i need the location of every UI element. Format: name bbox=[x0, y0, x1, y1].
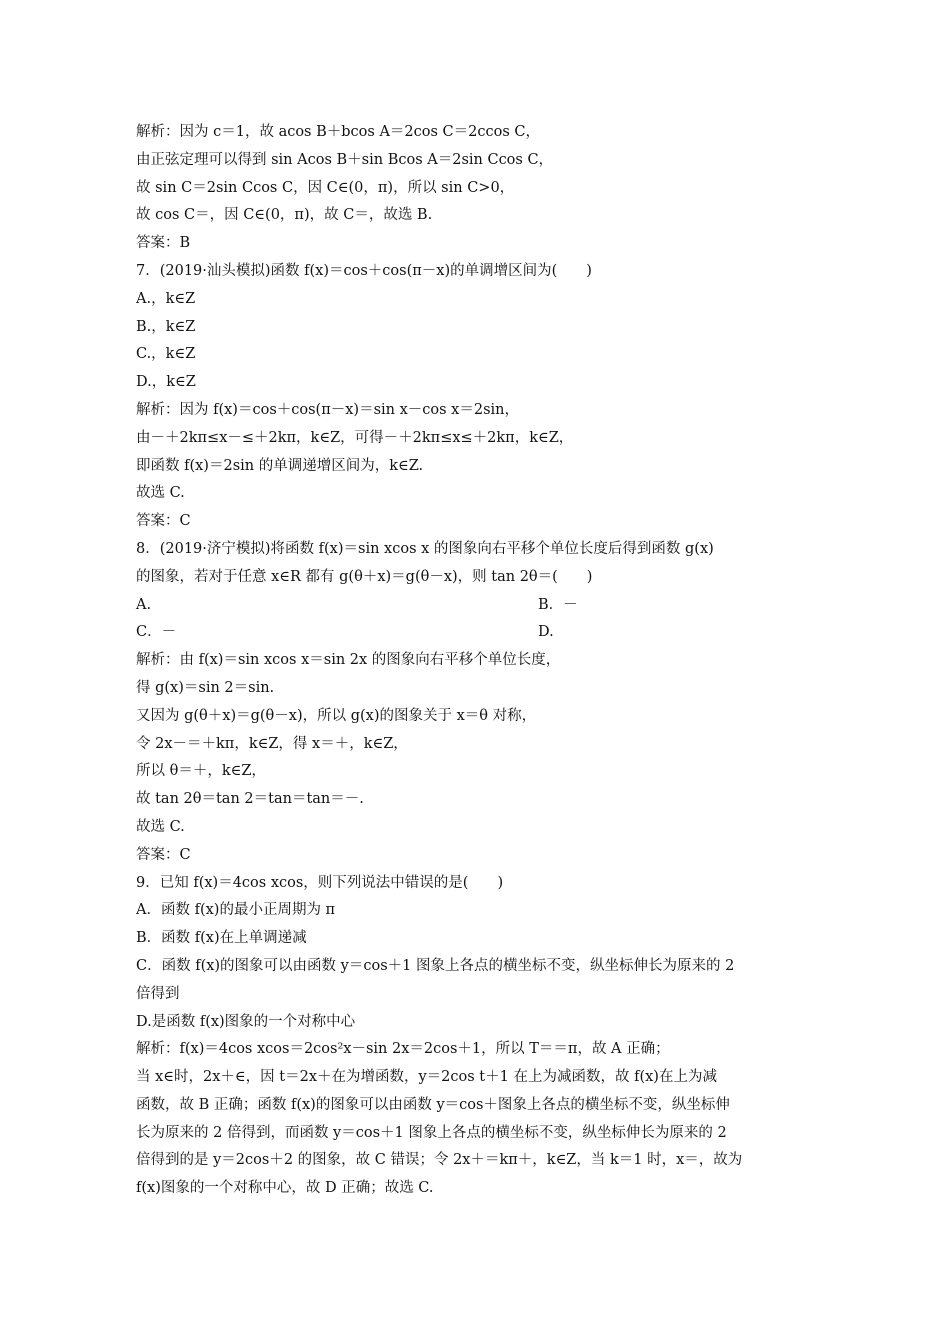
option-b: B．函数 f(x)在上单调递减 bbox=[136, 930, 307, 947]
option-c: C.，k∈Z bbox=[136, 346, 196, 363]
solution-line: 所以 θ＝＋，k∈Z， bbox=[136, 763, 266, 780]
text-line: 由正弦定理可以得到 sin Acos B＋sin Bcos A＝2sin Ccos C， bbox=[136, 151, 554, 168]
option-a: A.，k∈Z bbox=[136, 290, 196, 307]
solution-line: 故 tan 2θ＝tan 2＝tan＝tan＝－. bbox=[136, 791, 364, 808]
question-9 bbox=[136, 870, 826, 1204]
solution-line: 令 2x－＝＋kπ，k∈Z，得 x＝＋，k∈Z， bbox=[136, 735, 408, 752]
question-stem: 8．(2019·济宁模拟)将函数 f(x)＝sin xcos x 的图象向右平移个单位长度后得到函数 g(x) bbox=[136, 540, 714, 557]
option-d: D. bbox=[538, 624, 554, 641]
option-b: B．－ bbox=[538, 596, 578, 613]
solution-line: f(x)图象的一个对称中心，故 D 正确；故选 C. bbox=[136, 1180, 434, 1197]
solution-line: 解析：由 f(x)＝sin xcos x＝sin 2x 的图象向右平移个单位长度， bbox=[136, 652, 561, 669]
option-c: C．－ bbox=[136, 624, 177, 641]
option-c: C．函数 f(x)的图象可以由函数 y＝cos＋1 图象上各点的横坐标不变，纵坐标伸长为原来的 2 bbox=[136, 957, 735, 974]
solution-line: 函数，故 B 正确；函数 f(x)的图象可以由函数 y＝cos＋图象上各点的横坐标不变，纵坐标伸 bbox=[136, 1096, 730, 1113]
document-body bbox=[136, 119, 826, 1203]
text-line: 故 sin C＝2sin Ccos C，因 C∈(0，π)，所以 sin C>0， bbox=[136, 179, 515, 196]
question-8 bbox=[136, 536, 826, 870]
options-row bbox=[136, 619, 826, 647]
solution-line: 得 g(x)＝sin 2＝sin. bbox=[136, 679, 275, 696]
option-a: A. bbox=[136, 596, 152, 613]
solution-line: 倍得到的是 y＝2cos＋2 的图象，故 C 错误；令 2x＋＝kπ＋，k∈Z，当 k＝1 时，x＝，故为 bbox=[136, 1152, 743, 1169]
solution-line: 长为原来的 2 倍得到，而函数 y＝cos＋1 图象上各点的横坐标不变，纵坐标伸长为原来的 2 bbox=[136, 1124, 727, 1141]
answer-line: 答案：C bbox=[136, 513, 191, 530]
option-b: B.，k∈Z bbox=[136, 318, 196, 335]
option-d: D.，k∈Z bbox=[136, 374, 196, 391]
question-stem: 的图象，若对于任意 x∈R 都有 g(θ＋x)＝g(θ－x)，则 tan 2θ＝( ) bbox=[136, 568, 593, 585]
option-a: A．函数 f(x)的最小正周期为 π bbox=[136, 902, 336, 919]
question-stem: 9．已知 f(x)＝4cos xcos，则下列说法中错误的是( ) bbox=[136, 874, 504, 891]
solution-line: 解析：f(x)＝4cos xcos＝2cos²x－sin 2x＝2cos＋1，所以 T＝＝π，故 A 正确； bbox=[136, 1041, 670, 1058]
solution-line: 由－＋2kπ≤x－≤＋2kπ，k∈Z，可得－＋2kπ≤x≤＋2kπ，k∈Z， bbox=[136, 429, 574, 446]
options-row bbox=[136, 592, 826, 620]
solution-line: 故选 C. bbox=[136, 485, 185, 502]
answer-line: 答案：C bbox=[136, 846, 191, 863]
solution-line: 当 x∈时，2x＋∈，因 t＝2x＋在为增函数，y＝2cos t＋1 在上为减函数，故 f(x)在上为减 bbox=[136, 1069, 717, 1086]
solution-line: 即函数 f(x)＝2sin 的单调递增区间为，k∈Z. bbox=[136, 457, 424, 474]
answer-line: 答案：B bbox=[136, 235, 191, 252]
solution-line: 解析：因为 f(x)＝cos＋cos(π－x)＝sin x－cos x＝2sin， bbox=[136, 401, 519, 418]
question-6-solution bbox=[136, 119, 826, 258]
question-7 bbox=[136, 258, 826, 536]
solution-line: 故选 C. bbox=[136, 818, 185, 835]
option-d: D.是函数 f(x)图象的一个对称中心 bbox=[136, 1013, 356, 1030]
question-stem: 7．(2019·汕头模拟)函数 f(x)＝cos＋cos(π－x)的单调增区间为( ) bbox=[136, 262, 592, 279]
text-line: 故 cos C＝，因 C∈(0，π)，故 C＝，故选 B. bbox=[136, 207, 433, 224]
solution-line: 又因为 g(θ＋x)＝g(θ－x)，所以 g(x)的图象关于 x＝θ 对称， bbox=[136, 707, 537, 724]
text-line: 解析：因为 c＝1，故 acos B＋bcos A＝2cos C＝2ccos C， bbox=[136, 124, 540, 140]
option-c-continued: 倍得到 bbox=[136, 985, 180, 1002]
